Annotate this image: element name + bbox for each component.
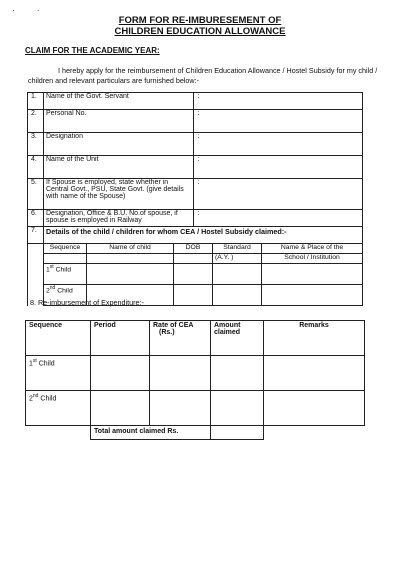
field-number: 6. (28, 210, 44, 227)
col-child-name-sub (87, 254, 174, 264)
personal-no-field[interactable] (203, 110, 363, 133)
col-sequence: Sequence (26, 321, 91, 356)
field-label-designation: Designation (44, 133, 194, 156)
field-row-2 (28, 110, 363, 133)
unit-name-field[interactable] (203, 156, 363, 179)
child-word: Child (55, 266, 72, 274)
col-dob: DOB (174, 244, 213, 254)
govt-servant-name-field[interactable] (203, 93, 363, 110)
child-word: Child (40, 395, 57, 403)
field-row-6 (28, 210, 363, 227)
exp-rate-2-field[interactable] (150, 391, 211, 426)
col-school-sub: School / Institution (262, 254, 363, 264)
col-standard: Standard (213, 244, 262, 254)
field-label-govt-servant: Name of the Govt. Servant (44, 93, 194, 110)
col-remarks: Remarks (264, 321, 365, 356)
particulars-table (27, 92, 363, 306)
child-name-1-field[interactable] (87, 264, 174, 285)
exp-remarks-2-field[interactable] (264, 391, 365, 426)
child-table-wrapper (44, 244, 363, 306)
child-dob-2-field[interactable] (174, 285, 213, 306)
spouse-designation-field[interactable] (203, 210, 363, 227)
form-title-line2: CHILDREN EDUCATION ALLOWANCE (114, 26, 286, 37)
ordinal-suffix: nd (32, 393, 39, 399)
col-standard-ay: (A.Y. ) (213, 254, 262, 264)
col-child-name: Name of child (87, 244, 174, 254)
ordinal: 1 (46, 266, 50, 274)
expenditure-row-1 (26, 356, 365, 391)
ordinal-suffix: st (49, 264, 54, 270)
ordinal: 1 (29, 360, 33, 368)
exp-remarks-1-field[interactable] (264, 356, 365, 391)
child-details-table (44, 244, 362, 305)
col-sequence: Sequence (44, 244, 87, 254)
field-colon: : (194, 179, 204, 210)
ordinal-suffix: st (32, 358, 37, 364)
total-spacer-right (264, 426, 365, 440)
child-word: Child (57, 287, 73, 295)
field-row-5 (28, 179, 363, 210)
field-number: 4. (28, 156, 44, 179)
child-dob-1-field[interactable] (174, 264, 213, 285)
col-period: Period (91, 321, 150, 356)
exp-sequence-2 (26, 391, 91, 426)
ordinal-suffix: nd (49, 285, 56, 291)
exp-period-1-field[interactable] (91, 356, 150, 391)
exp-period-2-field[interactable] (91, 391, 150, 426)
designation-field[interactable] (203, 133, 363, 156)
rate-label: Rate of CEA (153, 322, 194, 329)
field-colon: : (194, 210, 204, 227)
field-label-unit: Name of the Unit (44, 156, 194, 179)
spouse-employment-field[interactable] (203, 179, 363, 210)
child-table-header-sub (44, 254, 362, 264)
child-school-1-field[interactable] (262, 264, 363, 285)
expenditure-row-2 (26, 391, 365, 426)
field-number: 3. (28, 133, 44, 156)
exp-amount-2-field[interactable] (211, 391, 264, 426)
total-spacer (26, 426, 91, 440)
col-dob-sub (174, 254, 213, 264)
child-word: Child (38, 360, 55, 368)
child-section-heading-row (28, 227, 363, 244)
form-title-line1: FORM FOR RE-IMBURESEMENT OF (118, 15, 282, 26)
field-colon: : (194, 110, 204, 133)
field-label-spouse-employment: If Spouse is employed, state whether in Central Govt., PSU, State Govt. (give details with name of the Spouse) (44, 179, 194, 210)
ordinal: 2 (29, 395, 33, 403)
child-school-2-field[interactable] (262, 285, 363, 306)
field-number: 1. (28, 93, 44, 110)
scan-marks: · · (12, 6, 50, 15)
field-row-1 (28, 93, 363, 110)
child-table-row (28, 244, 363, 306)
col-rate (150, 321, 211, 356)
col-school: Name & Place of the (262, 244, 363, 254)
rate-unit: (Rs.) (159, 329, 175, 336)
claim-heading: CLAIM FOR THE ACADEMIC YEAR: (25, 46, 160, 55)
exp-sequence-1 (26, 356, 91, 391)
field-number: 7. (28, 227, 44, 244)
col-sequence-sub (44, 254, 87, 264)
child-table-header (44, 244, 362, 254)
section-8-label: 8. Re-imbursement of Expenditure:- (30, 298, 144, 307)
field-label-personal-no: Personal No. (44, 110, 194, 133)
field-label-spouse-designation: Designation, Office & B.U. No.of spouse, if spouse is employed in Railway (44, 210, 194, 227)
intro-paragraph: I hereby apply for the reimbursement of Children Education Allowance / Hostel Subsidy for my child / children and relevant particulars are furnished below:- (28, 66, 378, 85)
expenditure-header (26, 321, 365, 356)
child-sequence-1 (44, 264, 87, 285)
field-number: 5. (28, 179, 44, 210)
child-standard-2-field[interactable] (213, 285, 262, 306)
spacer-cell (28, 244, 44, 306)
exp-rate-1-field[interactable] (150, 356, 211, 391)
field-colon: : (194, 133, 204, 156)
total-amount-field[interactable] (211, 426, 264, 440)
col-amount: Amount claimed (211, 321, 264, 356)
field-colon: : (194, 156, 204, 179)
child-standard-1-field[interactable] (213, 264, 262, 285)
exp-amount-1-field[interactable] (211, 356, 264, 391)
expenditure-table (25, 320, 365, 440)
field-row-4 (28, 156, 363, 179)
total-label: Total amount claimed Rs. (91, 426, 211, 440)
child-row-1 (44, 264, 362, 285)
field-row-3 (28, 133, 363, 156)
expenditure-total-row (26, 426, 365, 440)
ordinal: 2 (46, 287, 50, 295)
field-colon: : (194, 93, 204, 110)
child-details-heading: Details of the child / children for whom CEA / Hostel Subsidy claimed:- (44, 227, 363, 244)
field-number: 2. (28, 110, 44, 133)
